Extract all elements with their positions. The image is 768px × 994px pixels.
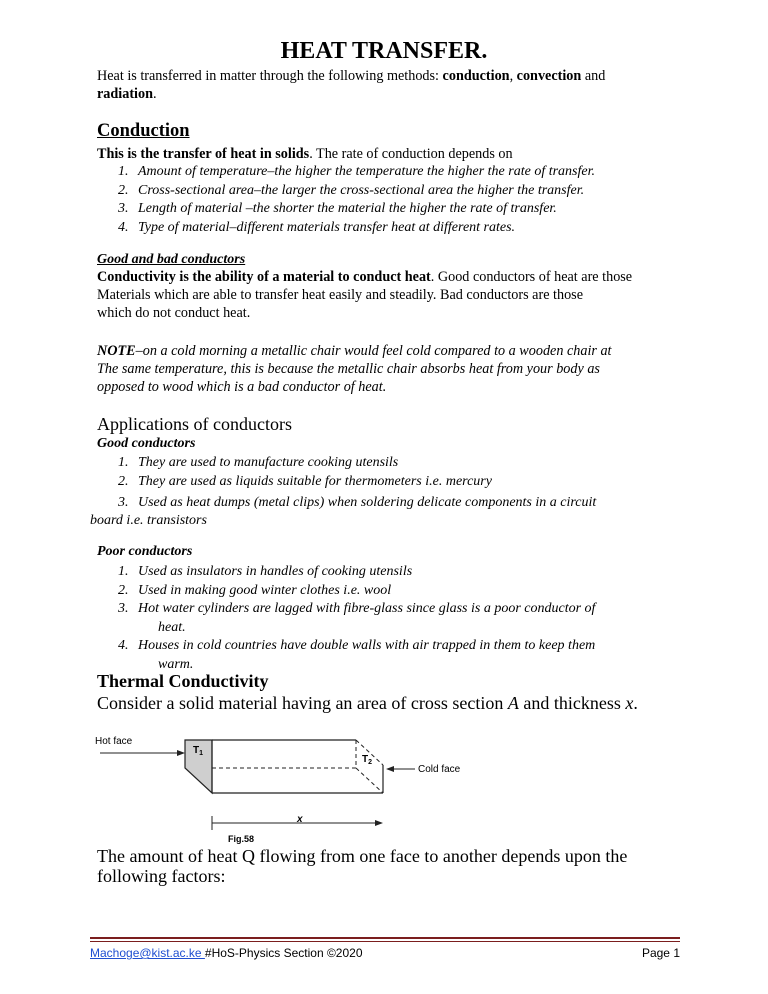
good-bad-heading: Good and bad conductors: [97, 252, 246, 267]
list-item-text: Used as heat dumps (metal clips) when soldering delicate components in a circuit: [138, 495, 597, 510]
good-bad-paragraph: [97, 268, 697, 322]
poor-conductors-heading: Poor conductors: [97, 544, 193, 559]
x-label: x: [297, 814, 303, 825]
good-conductors-list: [118, 454, 658, 491]
intro-and: and: [581, 68, 606, 84]
list-item: 4. Type of material–different materials transfer heat at different rates.: [118, 219, 516, 235]
intro-sep: ,: [509, 68, 517, 84]
note-line3: opposed to wood which is a bad conductor of heat.: [97, 379, 387, 395]
footer: [90, 946, 680, 960]
note-line1: –on a cold morning a metallic chair would feel cold compared to a wooden chair at: [135, 343, 612, 359]
intro-conduction: conduction: [442, 68, 510, 84]
note-line2: The same temperature, this is because the metallic chair absorbs heat from your body as: [97, 361, 600, 377]
block-diagram: [0, 720, 768, 850]
list-item-text: Hot water cylinders are lagged with fibre-glass since glass is a poor conductor of: [138, 601, 596, 616]
list-item-text: Used as insulators in handles of cooking utensils: [138, 564, 413, 579]
conduction-lead-rest: . The rate of conduction depends on: [309, 146, 513, 162]
list-item: 1. They are used to manufacture cooking utensils: [118, 455, 399, 470]
list-item-text: Used in making good winter clothes i.e. wool: [138, 582, 392, 598]
hot-face-arrowhead: [177, 750, 185, 756]
list-item: 1. Amount of temperature–the higher the temperature the higher the rate of transfer.: [118, 164, 596, 179]
good-conductor-item-3: 3. Used as heat dumps (metal clips) when soldering delicate components in a circuit: [118, 495, 597, 510]
note-label: NOTE: [97, 343, 136, 359]
footer-text: #HoS-Physics Section ©2020: [204, 946, 363, 960]
good-bad-line3: which do not conduct heat.: [97, 305, 251, 321]
intro-radiation: radiation: [97, 86, 153, 102]
conduction-lead-bold: This is the transfer of heat in solids: [97, 146, 310, 162]
dimension-arrowhead: [375, 820, 383, 826]
list-item: 3. Hot water cylinders are lagged with fibre-glass since glass is a poor conductor of: [118, 601, 596, 616]
list-item: 2. They are used as liquids suitable for thermometers i.e. mercury: [118, 473, 492, 489]
list-item-text: Amount of temperature–the higher the temperature the higher the rate of transfer.: [138, 164, 596, 179]
list-item: 4. Houses in cold countries have double walls with air trapped in them to keep them: [118, 638, 596, 653]
note-paragraph: [97, 342, 697, 396]
cold-face-label: Cold face: [418, 764, 461, 775]
list-item: 1. Used as insulators in handles of cooking utensils: [118, 564, 413, 579]
footer-rule: [90, 937, 680, 939]
t2-letter: T: [362, 754, 369, 765]
hot-face-label: Hot face: [95, 736, 133, 747]
t1-letter: T: [193, 745, 200, 756]
thermal-intro-end: .: [633, 693, 638, 713]
list-item-cont: warm.: [158, 656, 194, 672]
cold-face-arrowhead: [386, 766, 394, 772]
thermal-intro: [97, 693, 638, 714]
list-item-text: Houses in cold countries have double walls with air trapped in them to keep them: [138, 638, 596, 653]
good-conductor-item-3-cont: board i.e. transistors: [90, 513, 207, 528]
thermal-intro-mid: and thickness: [518, 693, 626, 713]
list-item-cont: heat.: [158, 619, 186, 635]
thermal-heading: Thermal Conductivity: [97, 671, 269, 691]
good-bad-line2: Materials which are able to transfer heat easily and steadily. Bad conductors are those: [97, 287, 583, 303]
intro-convection: convection: [516, 68, 582, 84]
list-item-text: They are used to manufacture cooking utensils: [138, 455, 399, 470]
t2-label: [362, 754, 372, 766]
diagram-edge: [356, 768, 383, 793]
closing-line2: following factors:: [97, 866, 226, 886]
intro-end: .: [152, 86, 157, 102]
closing-line1: The amount of heat Q flowing from one face to another depends upon the: [97, 846, 628, 866]
list-item-text: Type of material–different materials transfer heat at different rates.: [138, 219, 516, 235]
intro-text: Heat is transferred in matter through the following methods:: [97, 68, 443, 84]
list-item-text: They are used as liquids suitable for thermometers i.e. mercury: [138, 473, 492, 489]
list-item-text: Length of material –the shorter the material the higher the rate of transfer.: [138, 201, 557, 216]
list-item: 2. Cross-sectional area–the larger the cross-sectional area the higher the transfer.: [118, 182, 585, 198]
poor-conductors-list: [118, 563, 658, 674]
page-title: HEAT TRANSFER.: [280, 38, 488, 64]
conductivity-def: Conductivity is the ability of a material to conduct heat: [97, 269, 431, 285]
var-A: A: [507, 693, 519, 713]
page-number: Page 1: [641, 946, 680, 960]
footer-email-link[interactable]: Machoge@kist.ac.ke: [90, 946, 205, 960]
intro-paragraph: [97, 67, 667, 103]
conduction-lead: [97, 145, 667, 163]
list-item: 3. Length of material –the shorter the material the higher the rate of transfer.: [118, 201, 557, 216]
thermal-intro-text: Consider a solid material having an area of cross section: [97, 693, 508, 713]
var-x: x: [625, 693, 634, 713]
t1-sub: 1: [199, 750, 204, 757]
conduction-heading: Conduction: [97, 121, 190, 141]
t2-sub: 2: [368, 759, 373, 766]
conductivity-def-rest: . Good conductors of heat are those: [430, 269, 633, 285]
footer-rule-thin: [90, 941, 680, 942]
conduction-factors-list: [118, 163, 658, 237]
good-conductors-heading: Good conductors: [97, 436, 196, 451]
figure-caption: Fig.58: [228, 834, 255, 844]
closing-paragraph: [97, 846, 627, 886]
applications-heading: Applications of conductors: [97, 414, 292, 434]
list-item-text: Cross-sectional area–the larger the cross-sectional area the higher the transfer.: [138, 182, 585, 198]
list-item: 2. Used in making good winter clothes i.e. wool: [118, 582, 392, 598]
